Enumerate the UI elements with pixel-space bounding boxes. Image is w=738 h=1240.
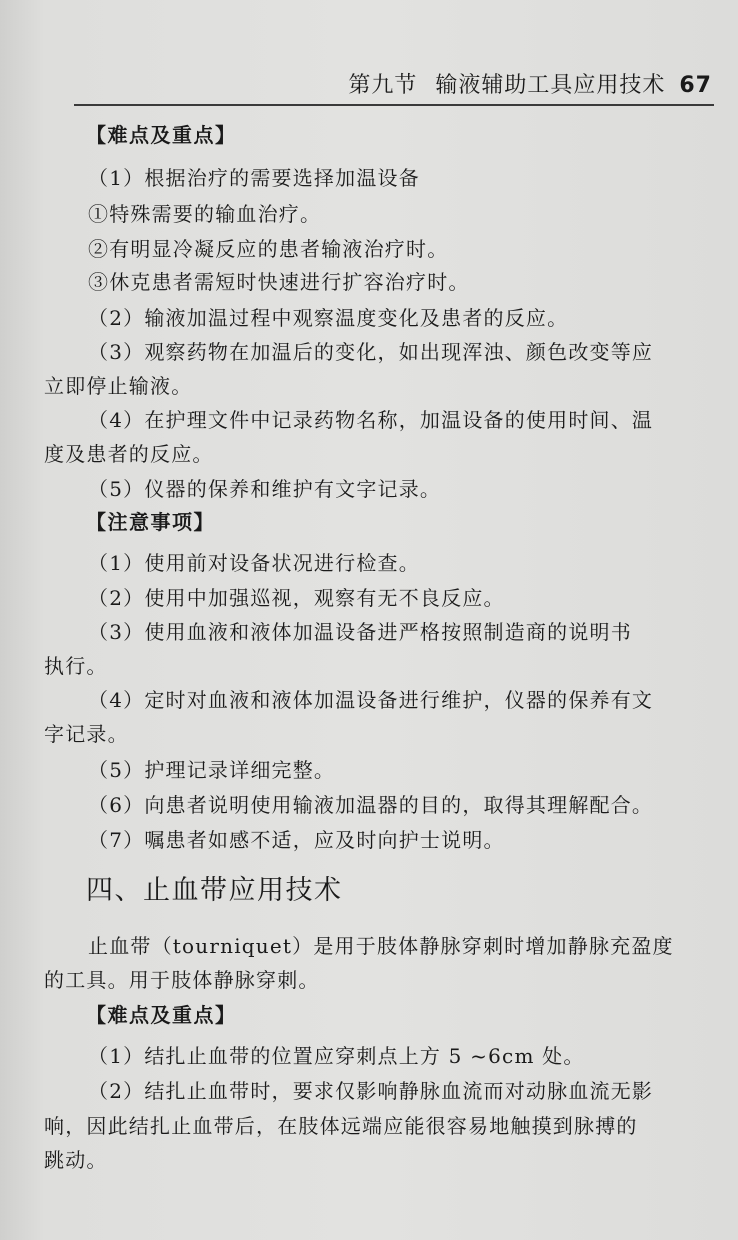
text-line: （6）向患者说明使用输液加温器的目的，取得其理解配合。 xyxy=(88,793,654,817)
text-line: ③休克患者需短时快速进行扩容治疗时。 xyxy=(88,270,470,294)
running-header xyxy=(0,64,738,104)
subheading: 【难点及重点】 xyxy=(86,123,237,147)
text-line: （5）护理记录详细完整。 xyxy=(88,758,336,782)
text-line: 的工具。用于肢体静脉穿刺。 xyxy=(44,968,320,992)
text-line: 响，因此结扎止血带后，在肢体远端应能很容易地触摸到脉搏的 xyxy=(44,1114,638,1138)
header-section: 第九节 xyxy=(348,73,418,98)
text-line: 止血带（tourniquet）是用于肢体静脉穿刺时增加静脉充盈度 xyxy=(88,934,674,958)
text-line: 立即停止输液。 xyxy=(44,374,193,398)
text-line: 字记录。 xyxy=(44,722,129,746)
subheading: 【难点及重点】 xyxy=(86,1003,237,1027)
header-rule xyxy=(74,104,714,106)
section-heading: 四、止血带应用技术 xyxy=(86,875,343,906)
text-line: （4）在护理文件中记录药物名称，加温设备的使用时间、温 xyxy=(88,408,654,432)
text-line: 度及患者的反应。 xyxy=(44,442,214,466)
text-line: （1）根据治疗的需要选择加温设备 xyxy=(88,166,420,190)
header-text xyxy=(348,68,712,99)
text-line: （7）嘱患者如感不适，应及时向护士说明。 xyxy=(88,828,505,852)
text-line: ②有明显冷凝反应的患者输液治疗时。 xyxy=(88,237,449,261)
text-line: （1）结扎止血带的位置应穿刺点上方 5 ~6cm 处。 xyxy=(88,1044,585,1068)
text-line: （3）观察药物在加温后的变化，如出现浑浊、颜色改变等应 xyxy=(88,340,654,364)
text-line: （2）使用中加强巡视，观察有无不良反应。 xyxy=(88,586,505,610)
text-line: （3）使用血液和液体加温设备进严格按照制造商的说明书 xyxy=(88,620,632,644)
text-line: 跳动。 xyxy=(44,1148,108,1172)
text-line: （5）仪器的保养和维护有文字记录。 xyxy=(88,477,442,501)
subheading: 【注意事项】 xyxy=(86,510,215,534)
header-title: 输液辅助工具应用技术 xyxy=(435,73,666,98)
page-number: 67 xyxy=(679,73,712,98)
text-line: （4）定时对血液和液体加温设备进行维护，仪器的保养有文 xyxy=(88,688,654,712)
text-line: （2）输液加温过程中观察温度变化及患者的反应。 xyxy=(88,306,569,330)
text-line: ①特殊需要的输血治疗。 xyxy=(88,202,322,226)
text-line: 执行。 xyxy=(44,654,108,678)
text-line: （1）使用前对设备状况进行检查。 xyxy=(88,551,420,575)
text-line: （2）结扎止血带时，要求仅影响静脉血流而对动脉血流无影 xyxy=(88,1079,654,1103)
